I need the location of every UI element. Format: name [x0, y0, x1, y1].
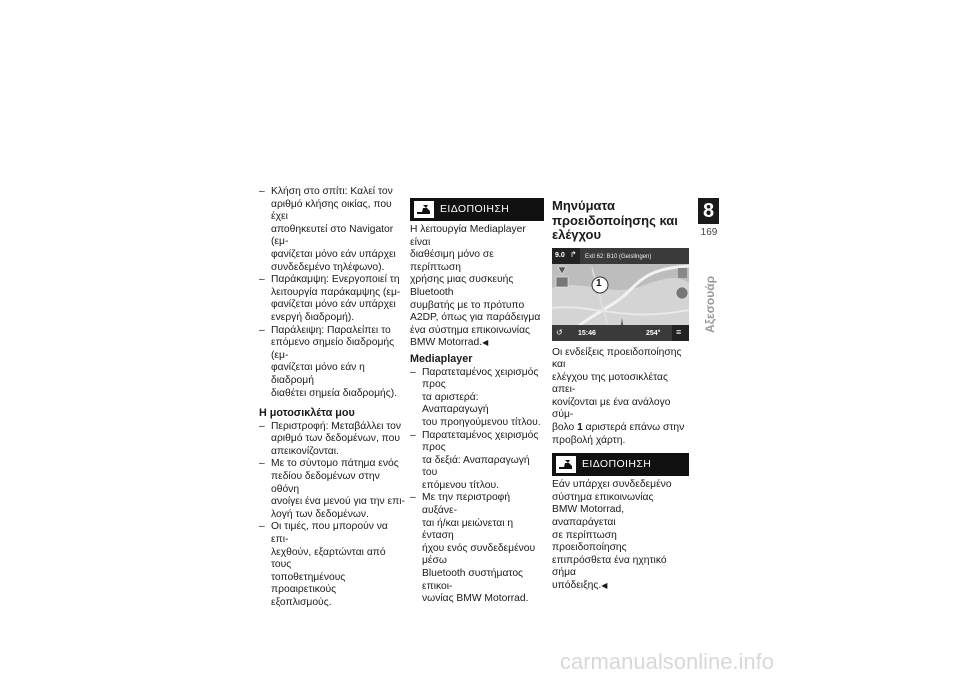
list-item-long-press-right: – Παρατεταμένος χειρισμός προς τα δεξιά: Αναπαραγωγή του επόμενου τίτλου. — [410, 430, 544, 493]
column-2 — [410, 198, 544, 606]
list-item-home-call: – Κλήση στο σπίτι: Καλεί τον αριθμό κλήσης οικίας, που έχει αποθηκευτεί στο Navigator (εμ- φανίζεται μόνο εάν υπάρχει συνδεδεμένο τηλέφωνο). — [259, 186, 405, 274]
watermark: carmanualsonline.info — [560, 649, 775, 674]
notice-title: ΕΙΔΟΠΟΙΗΣΗ — [440, 203, 510, 216]
warnings-paragraph: Οι ενδείξεις προειδοποίησης και ελέγχου της μοτοσικλέτας απει- κονίζονται με ένα ανάλογο σύμ- βολο 1 αριστερά επάνω στην προβολή χάρτη. — [552, 346, 685, 446]
nav-exit-text: Exit 62: B10 (Geislingen) — [585, 253, 652, 260]
callout-ref: 1 — [577, 422, 583, 434]
page-number: 169 — [700, 227, 718, 238]
end-mark: ◀ — [601, 581, 608, 590]
chapter-label: Αξεσουάρ — [703, 275, 717, 333]
nav-distance: 9.0 — [555, 251, 565, 259]
nav-turn-icon: ↱ — [570, 249, 577, 259]
notice-icon — [556, 456, 576, 473]
nav-menu-icon: ≡ — [676, 326, 682, 337]
notice-banner-2 — [552, 453, 689, 476]
section-heading-mediaplayer: Mediaplayer — [410, 352, 473, 365]
nav-time: 15:46 — [578, 329, 596, 337]
list-item-rotation-volume: – Με την περιστροφή αυξάνε- ται ή/και μειώνεται η ένταση ήχου ενός συνδεδεμένου μέσω Bluetooth συστήματος επικοι- νωνίας BMW Motorrad. — [410, 492, 544, 605]
chapter-number: 8 — [698, 198, 719, 224]
notice-text-2: Εάν υπάρχει συνδεδεμένο σύστημα επικοινωνίας BMW Motorrad, αναπαράγεται σε περίπτωση προειδοποίησης επιπρόσθετα ένα ηχητικό σήμα υπόδειξης.◀ — [552, 479, 672, 591]
list-item-rotation: – Περιστροφή: Μεταβάλλει τον αριθμό των δεδομένων, που απεικονίζονται. — [259, 421, 405, 459]
section-heading-warnings: Μηνύματα προειδοποίησης και ελέγχου — [552, 198, 678, 242]
nav-callout: 1 — [596, 277, 602, 289]
notice-title: ΕΙΔΟΠΟΙΗΣΗ — [582, 458, 652, 471]
navigation-screenshot — [552, 248, 689, 341]
list-item-detour: – Παράκαμψη: Ενεργοποιεί τη λειτουργία παράκαμψης (εμ- φανίζεται μόνο εάν υπάρχει ενεργή διαδρομή). — [259, 274, 405, 324]
end-mark: ◀ — [482, 338, 489, 348]
list-item-short-press: – Με το σύντομο πάτημα ενός πεδίου δεδομένων στην οθόνη ανοίγει ένα μενού για την επι- λογή των δεδομένων. — [259, 458, 405, 521]
notice-banner — [410, 198, 544, 221]
nav-heading: 254° — [646, 329, 661, 337]
notice-icon — [414, 201, 434, 218]
section-heading-my-motorcycle: Η μοτοσικλέτα μου — [259, 407, 355, 420]
nav-back-icon: ↺ — [556, 327, 563, 337]
list-item-skip: – Παράλειψη: Παραλείπει το επόμενο σημείο διαδρομής (εμ- φανίζεται μόνο εάν η διαδρομή διαθέτει σημεία διαδρομής). — [259, 325, 405, 401]
list-item-values: – Οι τιμές, που μπορούν να επι- λεχθούν, εξαρτώνται από τους τοποθετημένους προαιρετικούς εξοπλισμούς. — [259, 521, 405, 609]
column-1 — [259, 186, 405, 610]
list-item-long-press-left: – Παρατεταμένος χειρισμός προς τα αριστερά: Αναπαραγωγή του προηγούμενου τίτλου. — [410, 367, 544, 430]
column-3 — [552, 199, 689, 593]
notice-text: Η λειτουργία Mediaplayer είναι διαθέσιμη μόνο σε περίπτωση χρήσης μιας συσκευής Bluetooth συμβατής με το πρότυπο A2DP, όπως για παράδειγμα ένα σύστημα επικοινωνίας BMW Motorrad.◀ — [410, 224, 541, 349]
